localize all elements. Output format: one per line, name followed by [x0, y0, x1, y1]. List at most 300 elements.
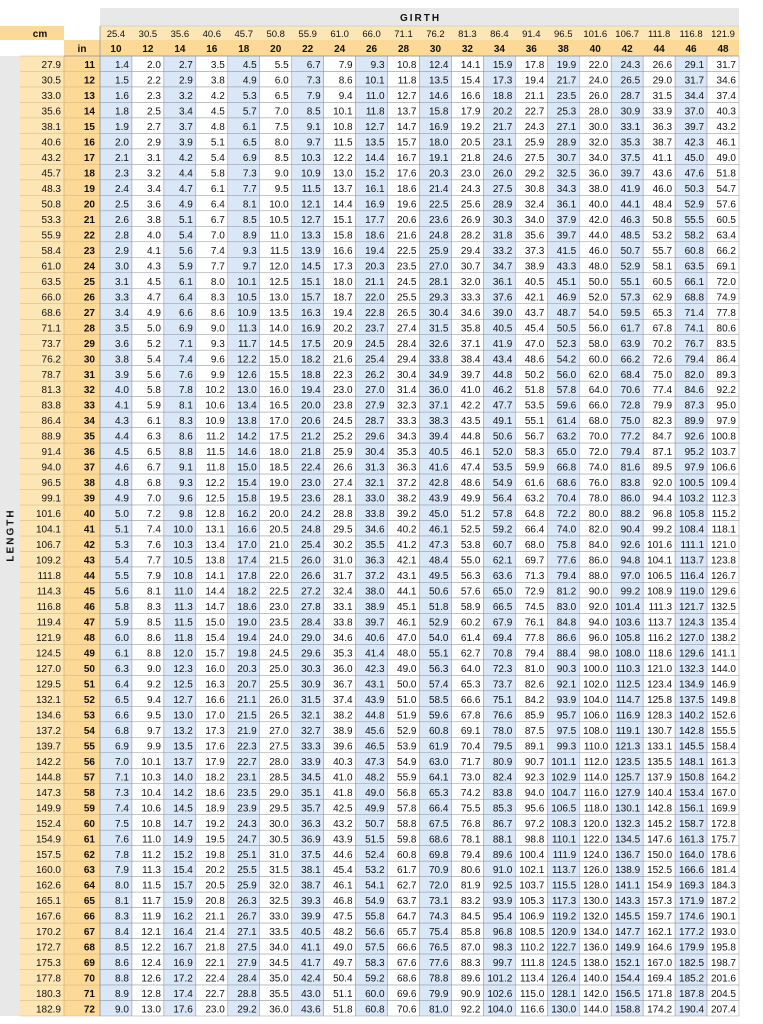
data-cell: 22.7 [524, 106, 545, 118]
data-cell: 21.4 [205, 927, 225, 939]
data-cell: 16.9 [301, 323, 321, 335]
data-cell: 32.5 [269, 896, 289, 908]
length-in-label: 31 [83, 369, 95, 381]
data-cell: 142.8 [647, 803, 673, 815]
data-cell: 33.8 [333, 617, 353, 629]
data-cell: 61.9 [428, 741, 449, 753]
data-cell: 5.5 [274, 60, 289, 72]
data-cell: 58.2 [684, 230, 705, 242]
data-cell: 44.8 [365, 710, 385, 722]
data-cell: 130.0 [583, 896, 609, 908]
data-cell: 62.9 [652, 292, 673, 304]
data-cell: 43.1 [365, 679, 385, 691]
data-cell: 15.0 [205, 617, 225, 629]
length-in-label: 34 [83, 416, 95, 428]
data-cell: 4.5 [146, 276, 161, 288]
data-cell: 2.0 [146, 60, 161, 72]
data-cell: 21.6 [397, 230, 417, 242]
data-cell: 15.7 [173, 880, 193, 892]
data-cell: 60.0 [365, 989, 385, 1001]
data-cell: 1.9 [115, 122, 129, 134]
length-in-label: 68 [83, 942, 95, 954]
data-cell: 61.7 [620, 323, 641, 335]
data-cell: 63.7 [397, 896, 417, 908]
data-cell: 121.7 [679, 602, 705, 614]
data-cell: 81.6 [620, 462, 641, 474]
data-cell: 13.5 [173, 741, 193, 753]
data-cell: 23.0 [460, 168, 481, 180]
data-cell: 26.2 [365, 369, 385, 381]
data-cell: 87.0 [460, 942, 481, 954]
data-cell: 28.9 [492, 199, 513, 211]
length-in-label: 40 [83, 509, 95, 521]
data-cell: 28.7 [365, 416, 385, 428]
length-cm-label: 177.8 [35, 973, 61, 985]
data-cell: 54.9 [492, 478, 513, 490]
length-in-label: 37 [83, 462, 95, 474]
data-cell: 58.3 [524, 447, 545, 459]
data-cell: 65.3 [460, 679, 481, 691]
data-cell: 17.3 [333, 261, 353, 273]
data-cell: 2.7 [178, 60, 193, 72]
data-cell: 43.2 [716, 122, 736, 134]
data-cell: 39.2 [397, 509, 417, 521]
data-cell: 169.3 [679, 880, 705, 892]
data-cell: 30.8 [524, 183, 545, 195]
data-cell: 5.6 [146, 369, 161, 381]
data-cell: 40.5 [428, 447, 449, 459]
data-cell: 32.4 [333, 586, 353, 598]
data-cell: 72.0 [716, 276, 736, 288]
data-cell: 56.0 [556, 369, 577, 381]
data-cell: 72.0 [588, 447, 609, 459]
data-cell: 9.3 [242, 245, 257, 257]
data-cell: 31.4 [397, 385, 417, 397]
data-cell: 55.1 [524, 416, 545, 428]
girth-cm-header: 40.6 [202, 29, 222, 40]
data-cell: 25.9 [524, 137, 545, 149]
data-cell: 20.9 [333, 338, 353, 350]
data-cell: 179.9 [679, 942, 705, 954]
data-cell: 29.5 [333, 524, 353, 536]
data-cell: 106.5 [647, 571, 673, 583]
data-cell: 101.1 [551, 756, 577, 768]
data-cell: 75.5 [460, 803, 481, 815]
data-cell: 34.5 [301, 772, 321, 784]
data-cell: 12.2 [333, 152, 353, 164]
in-corner-blank [0, 40, 64, 56]
data-cell: 38.9 [365, 602, 385, 614]
data-cell: 16.9 [428, 122, 449, 134]
data-cell: 99.7 [492, 958, 513, 970]
data-cell: 15.9 [492, 60, 513, 72]
length-cm-label: 33.0 [41, 91, 61, 103]
data-cell: 108.0 [615, 648, 641, 660]
data-cell: 132.5 [710, 602, 736, 614]
data-cell: 41.0 [460, 385, 481, 397]
data-cell: 23.0 [333, 385, 353, 397]
data-cell: 28.0 [588, 106, 609, 118]
data-cell: 75.0 [620, 416, 641, 428]
girth-in-header: 38 [557, 44, 569, 55]
data-cell: 92.0 [588, 602, 609, 614]
data-cell: 67.9 [492, 617, 513, 629]
girth-cm-header: 45.7 [234, 29, 254, 40]
data-cell: 43.5 [460, 416, 481, 428]
data-cell: 15.4 [173, 865, 193, 877]
data-cell: 30.0 [588, 122, 609, 134]
data-cell: 13.5 [428, 75, 449, 87]
data-cell: 57.6 [716, 199, 736, 211]
data-cell: 133.1 [647, 741, 673, 753]
data-cell: 11.8 [174, 632, 193, 644]
data-cell: 61.4 [556, 416, 577, 428]
data-cell: 53.5 [524, 400, 545, 412]
girth-cm-header: 86.4 [490, 29, 509, 40]
data-cell: 118.1 [711, 524, 736, 536]
data-cell: 61.7 [397, 865, 417, 877]
data-cell: 52.4 [365, 849, 385, 861]
data-cell: 29.4 [460, 245, 481, 257]
data-cell: 54.0 [588, 307, 609, 319]
data-cell: 7.4 [210, 245, 225, 257]
data-cell: 2.3 [146, 91, 161, 103]
girth-cm-header: 55.9 [298, 29, 317, 40]
data-cell: 74.3 [428, 911, 449, 923]
data-cell: 61.6 [524, 478, 545, 490]
data-cell: 4.1 [146, 245, 161, 257]
data-cell: 25.9 [333, 447, 353, 459]
data-cell: 22.0 [365, 292, 385, 304]
data-cell: 91.0 [492, 865, 513, 877]
data-cell: 12.0 [269, 261, 289, 273]
length-in-label: 69 [83, 958, 95, 970]
data-cell: 10.3 [141, 772, 161, 784]
data-cell: 92.2 [460, 1004, 481, 1016]
data-cell: 27.0 [269, 725, 289, 737]
length-cm-label: 144.8 [35, 772, 61, 784]
data-cell: 29.6 [301, 648, 321, 660]
data-cell: 89.9 [684, 416, 705, 428]
data-cell: 36.7 [333, 679, 353, 691]
data-cell: 37.1 [460, 338, 481, 350]
data-cell: 2.4 [115, 183, 129, 195]
data-cell: 123.5 [615, 756, 641, 768]
data-cell: 86.0 [588, 555, 609, 567]
data-cell: 52.0 [588, 292, 609, 304]
data-cell: 24.3 [460, 183, 481, 195]
length-in-label: 59 [83, 803, 95, 815]
data-cell: 36.0 [269, 1004, 289, 1016]
data-cell: 47.3 [428, 540, 449, 552]
data-cell: 21.8 [205, 942, 225, 954]
data-cell: 31.8 [492, 230, 513, 242]
data-cell: 24.3 [620, 60, 641, 72]
data-cell: 4.9 [115, 493, 129, 505]
data-cell: 46.1 [716, 137, 736, 149]
data-cell: 10.3 [173, 540, 193, 552]
data-cell: 57.8 [556, 385, 577, 397]
data-cell: 11.2 [206, 431, 225, 443]
data-cell: 11.8 [365, 106, 385, 118]
data-cell: 108.0 [583, 725, 609, 737]
data-cell: 30.0 [269, 818, 289, 830]
data-cell: 17.8 [524, 60, 545, 72]
length-in-label: 55 [83, 741, 95, 753]
data-cell: 39.7 [684, 122, 705, 134]
data-cell: 15.7 [397, 137, 417, 149]
data-cell: 106.9 [519, 911, 545, 923]
data-cell: 158.8 [615, 1004, 641, 1016]
data-cell: 150.8 [679, 772, 705, 784]
data-cell: 7.9 [338, 60, 353, 72]
data-cell: 19.5 [269, 493, 289, 505]
data-cell: 95.2 [684, 447, 705, 459]
data-cell: 37.1 [428, 400, 449, 412]
data-cell: 27.4 [333, 478, 353, 490]
length-in-label: 28 [83, 323, 95, 335]
data-cell: 66.2 [620, 354, 641, 366]
data-cell: 27.1 [556, 122, 577, 134]
data-cell: 48.5 [620, 230, 641, 242]
data-cell: 18.8 [492, 91, 513, 103]
data-cell: 59.9 [524, 462, 545, 474]
data-cell: 24.5 [269, 648, 289, 660]
data-cell: 14.5 [301, 261, 321, 273]
data-cell: 96.8 [652, 509, 673, 521]
data-cell: 103.7 [519, 880, 545, 892]
data-cell: 68.0 [524, 540, 545, 552]
data-cell: 19.5 [205, 834, 225, 846]
length-cm-label: 114.3 [36, 586, 61, 598]
data-cell: 16.0 [205, 663, 225, 675]
data-cell: 3.8 [115, 354, 129, 366]
data-cell: 111.1 [680, 540, 705, 552]
data-cell: 23.6 [428, 214, 449, 226]
data-cell: 21.1 [237, 694, 257, 706]
data-cell: 126.0 [583, 865, 609, 877]
data-cell: 89.6 [460, 973, 481, 985]
length-in-label: 44 [83, 571, 95, 583]
data-cell: 32.3 [397, 400, 417, 412]
data-cell: 77.6 [556, 555, 577, 567]
data-cell: 43.7 [524, 307, 545, 319]
data-cell: 8.5 [306, 106, 321, 118]
data-cell: 6.6 [115, 710, 129, 722]
data-cell: 162.1 [647, 927, 673, 939]
data-cell: 70.6 [620, 385, 641, 397]
data-cell: 55.5 [684, 214, 705, 226]
data-cell: 11.7 [142, 896, 161, 908]
data-cell: 126.7 [710, 571, 736, 583]
data-cell: 23.0 [269, 602, 289, 614]
data-cell: 9.0 [274, 168, 289, 180]
girth-in-header: 44 [653, 44, 665, 55]
data-cell: 12.7 [365, 122, 385, 134]
data-cell: 57.3 [620, 292, 641, 304]
data-cell: 7.6 [178, 369, 193, 381]
data-cell: 69.8 [428, 849, 449, 861]
data-cell: 13.0 [269, 292, 289, 304]
data-cell: 27.8 [301, 602, 321, 614]
data-cell: 70.6 [397, 1004, 417, 1016]
data-cell: 41.7 [301, 958, 321, 970]
data-cell: 88.0 [588, 571, 609, 583]
data-cell: 51.8 [716, 168, 736, 180]
data-cell: 9.6 [210, 354, 225, 366]
data-cell: 38.4 [460, 354, 481, 366]
data-cell: 1.4 [115, 60, 129, 72]
data-cell: 2.7 [146, 122, 161, 134]
data-cell: 31.7 [716, 60, 736, 72]
length-cm-label: 147.3 [35, 787, 61, 799]
data-cell: 10.8 [141, 818, 161, 830]
data-cell: 49.9 [365, 803, 385, 815]
data-cell: 21.7 [556, 75, 577, 87]
data-cell: 3.4 [146, 183, 161, 195]
data-cell: 21.6 [333, 354, 353, 366]
data-cell: 25.5 [269, 679, 289, 691]
data-cell: 81.0 [428, 1004, 449, 1016]
data-cell: 71.3 [524, 571, 545, 583]
data-cell: 6.6 [178, 307, 193, 319]
data-cell: 92.1 [556, 679, 577, 691]
data-cell: 9.8 [178, 509, 193, 521]
data-cell: 100.5 [679, 478, 705, 490]
data-cell: 130.1 [615, 803, 641, 815]
data-cell: 7.7 [242, 183, 257, 195]
length-cm-label: 160.0 [35, 865, 61, 877]
data-cell: 164.2 [710, 772, 736, 784]
data-cell: 35.3 [333, 648, 353, 660]
data-cell: 48.6 [524, 354, 545, 366]
data-cell: 83.2 [460, 896, 481, 908]
data-cell: 17.6 [397, 168, 417, 180]
data-cell: 35.7 [301, 803, 321, 815]
data-cell: 104.1 [647, 555, 673, 567]
data-cell: 11.8 [397, 75, 417, 87]
girth-cm-header: 101.6 [583, 29, 608, 40]
data-cell: 40.2 [397, 524, 417, 536]
data-cell: 30.4 [397, 369, 417, 381]
data-cell: 9.7 [242, 261, 257, 273]
data-cell: 68.4 [620, 369, 641, 381]
length-cm-label: 149.9 [35, 803, 61, 815]
data-cell: 6.1 [115, 648, 129, 660]
data-cell: 142.0 [583, 989, 609, 1001]
data-cell: 32.0 [588, 137, 609, 149]
data-cell: 19.2 [460, 122, 481, 134]
data-cell: 3.1 [146, 152, 161, 164]
data-cell: 66.6 [460, 694, 481, 706]
data-cell: 2.1 [115, 152, 129, 164]
data-cell: 9.5 [146, 710, 161, 722]
data-cell: 4.6 [115, 462, 129, 474]
data-cell: 15.5 [269, 369, 289, 381]
data-cell: 31.3 [365, 462, 385, 474]
data-cell: 5.3 [242, 91, 257, 103]
data-cell: 34.6 [365, 524, 385, 536]
girth-cm-header: 81.3 [458, 29, 477, 40]
data-cell: 38.7 [652, 137, 673, 149]
data-cell: 10.4 [141, 787, 161, 799]
data-cell: 9.0 [115, 1004, 129, 1016]
data-cell: 101.6 [647, 540, 673, 552]
data-cell: 23.1 [492, 137, 513, 149]
data-cell: 2.9 [146, 137, 161, 149]
data-cell: 30.9 [301, 679, 321, 691]
length-in-label: 18 [83, 168, 95, 180]
data-cell: 48.7 [556, 307, 577, 319]
data-cell: 42.1 [524, 292, 545, 304]
data-cell: 16.0 [269, 385, 289, 397]
length-in-label: 61 [83, 834, 95, 846]
data-cell: 118.0 [583, 803, 609, 815]
data-cell: 22.5 [397, 245, 417, 257]
data-cell: 31.0 [333, 555, 353, 567]
data-cell: 7.9 [306, 91, 321, 103]
data-cell: 51.1 [333, 989, 353, 1001]
data-cell: 152.1 [615, 958, 641, 970]
data-cell: 9.1 [178, 462, 193, 474]
data-cell: 58.1 [652, 261, 673, 273]
data-cell: 60.8 [397, 849, 417, 861]
data-cell: 1.6 [115, 91, 129, 103]
girth-cm-header-band [100, 26, 739, 40]
data-cell: 53.5 [492, 462, 513, 474]
data-cell: 79.4 [684, 354, 705, 366]
length-in-label: 62 [83, 849, 95, 861]
data-cell: 14.4 [365, 152, 385, 164]
data-cell: 18.8 [301, 369, 321, 381]
girth-in-header: 14 [174, 44, 186, 55]
data-cell: 51.8 [333, 1004, 353, 1016]
length-in-label: 13 [83, 91, 95, 103]
data-cell: 138.0 [583, 958, 609, 970]
data-cell: 59.8 [397, 834, 417, 846]
data-cell: 60.8 [428, 725, 449, 737]
data-cell: 8.4 [115, 927, 129, 939]
data-cell: 113.4 [520, 973, 545, 985]
data-cell: 5.0 [115, 509, 129, 521]
data-cell: 15.0 [237, 462, 257, 474]
data-cell: 71.7 [460, 756, 481, 768]
data-cell: 32.6 [428, 338, 449, 350]
data-cell: 73.0 [460, 772, 481, 784]
data-cell: 42.0 [588, 214, 609, 226]
data-cell: 51.5 [365, 834, 385, 846]
data-cell: 34.7 [492, 261, 513, 273]
data-cell: 41.9 [492, 338, 513, 350]
data-cell: 32.5 [556, 168, 577, 180]
data-cell: 19.1 [428, 152, 449, 164]
data-cell: 11.3 [238, 323, 257, 335]
data-cell: 12.3 [173, 663, 193, 675]
data-cell: 1.8 [115, 106, 129, 118]
girth-in-header: 46 [685, 44, 697, 55]
length-cm-label: 101.6 [35, 509, 61, 521]
length-in-label: 23 [83, 245, 95, 257]
data-cell: 171.8 [647, 989, 673, 1001]
data-cell: 72.3 [492, 663, 513, 675]
data-cell: 19.9 [556, 60, 577, 72]
data-cell: 44.0 [588, 230, 609, 242]
data-cell: 141.1 [615, 880, 641, 892]
data-cell: 44.8 [492, 369, 513, 381]
data-cell: 37.4 [333, 694, 353, 706]
data-cell: 5.9 [178, 261, 193, 273]
data-cell: 43.3 [556, 261, 577, 273]
